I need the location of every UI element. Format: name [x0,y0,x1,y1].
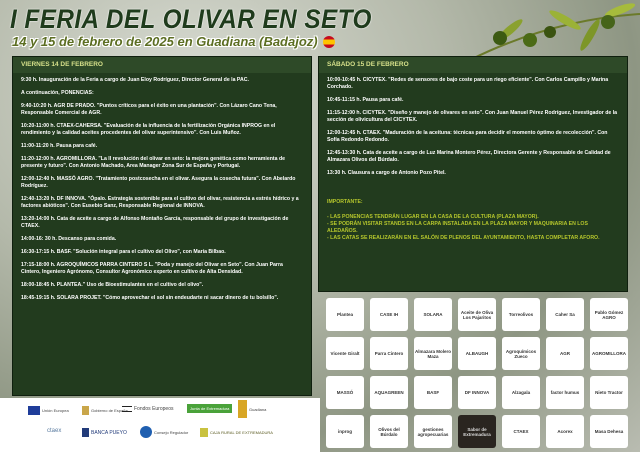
sponsor-logo: MASSÓ [326,376,364,409]
schedule-item: 13:20-14:00 h. Cata de aceite a cargo de Alfonso Montaño García, responsable del grupo de investigación de CTAEX. [21,216,289,229]
sponsor-logo: Agroquímicos Zueco [502,337,540,370]
saturday-heading: SÁBADO 15 DE FEBRERO [319,57,627,73]
important-note: - LAS CATAS SE REALIZARÁN EN EL SALÓN DE PLENOS DEL AYUNTAMIENTO, HASTA COMPLETAR AFORO. [327,235,600,241]
logo-label: Guadiana [249,406,267,412]
banca-pueyo-logo [82,428,127,437]
sponsor-logo: Caher Sa [546,298,584,331]
sponsor-logo: ALBAUGH [458,337,496,370]
eu-logo [28,406,69,415]
institution-logos [0,398,320,452]
sponsor-logo: Olivos del Búrdalo [370,415,408,448]
schedule-item: 9:30 h. Inauguración de la Feria a cargo de Juan Eloy Rodríguez, Director General de la PAC. [21,77,249,83]
sponsor-logo: BASF [414,376,452,409]
junta-extremadura-logo [187,404,232,413]
schedule-item: 9:40-10:20 h. AGR DE PRADO. "Puntos críticos para el éxito en una plantación". Con Lázaro Cano Tena, Responsable Comercial de AGR. [21,103,277,116]
sponsor-logo: Masa Dehesa [590,415,628,448]
logo-label: CAJA RURAL DE EXTREMADURA [210,430,273,435]
guadiana-logo [238,400,266,418]
sponsor-logo: DF INNOVA [458,376,496,409]
caja-rural-logo [200,428,273,437]
schedule-item: 11:20-12:00 h. AGROMILLORA. "La II revolución del olivar en seto: la mejora genética como herramienta de presente y futuro". Con Antonio Machado, Area Manager Zona Sur de España y Portugal. [21,156,286,169]
schedule-item: 11:00-11:20 h. Pausa para café. [21,143,98,149]
schedule-item: 13:30 h. Clausura a cargo de Antonio Pozo Pitel. [327,170,446,176]
sponsor-logo: Pablo Gómez AGRO [590,298,628,331]
schedule-item: 18:00-18:45 h. PLANTEA." Uso de Bioestimulantes en el cultivo del olivo". [21,282,204,288]
sponsor-logo: Acorex [546,415,584,448]
logo-label: Gobierno de España [91,408,128,413]
sponsor-logo: SOLARA [414,298,452,331]
sponsor-logo: CASE IH [370,298,408,331]
sponsor-logo: AQUAGREEN [370,376,408,409]
sponsor-logo: AGR [546,337,584,370]
logo-label: Consejo Regulador [154,429,189,435]
schedule-item: 11:15-12:00 h. CICYTEX. "Diseño y manejo de olivares en seto". Con Juan Manuel Pérez Rodríguez, Investigador de la sección de olivicultura del CICYTEX. [327,110,618,123]
schedule-item: 14:00-16: 30 h. Descanso para comida. [21,236,117,242]
important-note: - SE PODRÁN VISITAR STANDS EN LA CARPA INSTALADA EN LA PLAZA MAYOR Y MAQUINARIA EN LOS ALEDAÑOS. [327,221,588,234]
schedule-item: 12:00-12:45 h. CTAEX. "Maduración de la aceituna: técnicas para decidir el momento óptimo de recolección". Con Sofía Redondo Redondo. [327,130,608,143]
schedule-item: 16:30-17:15 h. BASF. "Solución integral para el cultivo del Olivo", con María Bilbao. [21,249,226,255]
subtitle-text: 14 y 15 de febrero de 2025 en Guadiana (Badajoz) [12,34,318,49]
logo-label: Junta de Extremadura [187,404,232,413]
schedule-item: 12:00-12:40 h. MASSÓ AGRO. "Tratamiento postcosecha en el olivar. Asegura la cosecha futura". Con Abelardo Rodríguez. [21,176,296,189]
schedule-item: 12:45-13:30 h. Cata de aceite a cargo de Luz Marina Montero Pérez, Directora Gerente y Responsable de Calidad de Almazara Olivos del Búrdalo. [327,150,611,163]
logo-label: Fondos Europeos [134,406,174,412]
sponsor-logo: Torreolivos [502,298,540,331]
saturday-schedule-panel [318,56,628,292]
logo-label: BANCA PUEYO [91,429,127,436]
schedule-item: 17:15-18:00 h. AGROQUÍMICOS PARRA CINTERO S L. "Poda y manejo del Olivar en Seto". Con Juan Parra Cintero, Ingeniero Agrónomo, Consultor Agronómico experto en cultivo de Alta Densidad. [21,262,283,275]
sponsor-logos [326,298,628,448]
sponsor-logo: Vicente Giralt [326,337,364,370]
logo-label: ctaex [47,428,62,434]
sponsor-logo: Parra Cintero [370,337,408,370]
sponsor-logo: factor humus [546,376,584,409]
spain-gov-logo [82,406,128,415]
sponsor-logo: Alzagala [502,376,540,409]
schedule-item: 10:45-11:15 h. Pausa para café. [327,97,404,103]
fondos-europeos-logo [122,406,173,412]
poster-title: I FERIA DEL OLIVAR EN SETO [10,4,372,34]
sponsor-logo: gestiones agropecuarias [414,415,452,448]
consejo-regulador-logo [140,426,188,438]
sponsor-logo: Sabor de Extremadura [458,415,496,448]
schedule-item: A continuación, PONENCIAS: [21,90,94,96]
friday-schedule-panel [12,56,312,396]
spain-flag-icon [323,36,335,48]
ctaex-logo [47,428,61,434]
event-dates [12,34,335,49]
important-notes [327,199,619,242]
sponsor-logo: CTAEX [502,415,540,448]
sponsor-logo: Almazara Molero Maza [414,337,452,370]
sponsor-logo: Plantea [326,298,364,331]
sponsor-logo: inprog [326,415,364,448]
important-heading: IMPORTANTE: [327,199,363,205]
schedule-item: 10:20-11:00 h. CTAEX-CAHERSA. "Evaluación de la influencia de la fertilización Orgánica INPROG en el rendimiento y la calidad aceites procedentes del olivar superintensivo". Con Luis Muñoz. [21,123,276,136]
sponsor-logo: AGROMILLORA [590,337,628,370]
schedule-item: 18:45-19:15 h. SOLARA PROJET. "Cómo aprovechar el sol sin endeudarte ni sacar dinero de tu bolsillo". [21,295,279,301]
important-note: - LAS PONENCIAS TENDRÁN LUGAR EN LA CASA DE LA CULTURA (PLAZA MAYOR). [327,214,539,220]
sponsor-logo: Nieto Tractor [590,376,628,409]
sponsor-logo: Aceite de Oliva Los Pajaritos [458,298,496,331]
schedule-item: 12:40-13:20 h. DF INNOVA. "Ópalo. Estrategia sostenible para el cultivo del olivar, resistencia a estrés hídrico y a factores abióticos". Con Eusebio Sanz, Responsable Regional de INNOVA. [21,196,299,209]
logo-label: Unión Europea [42,408,69,413]
friday-heading: VIERNES 14 DE FEBRERO [13,57,311,73]
schedule-item: 10:00-10:45 h. CICYTEX. "Redes de sensores de bajo coste para un riego eficiente". Con Carlos Campillo y Marina Corchado. [327,77,609,90]
